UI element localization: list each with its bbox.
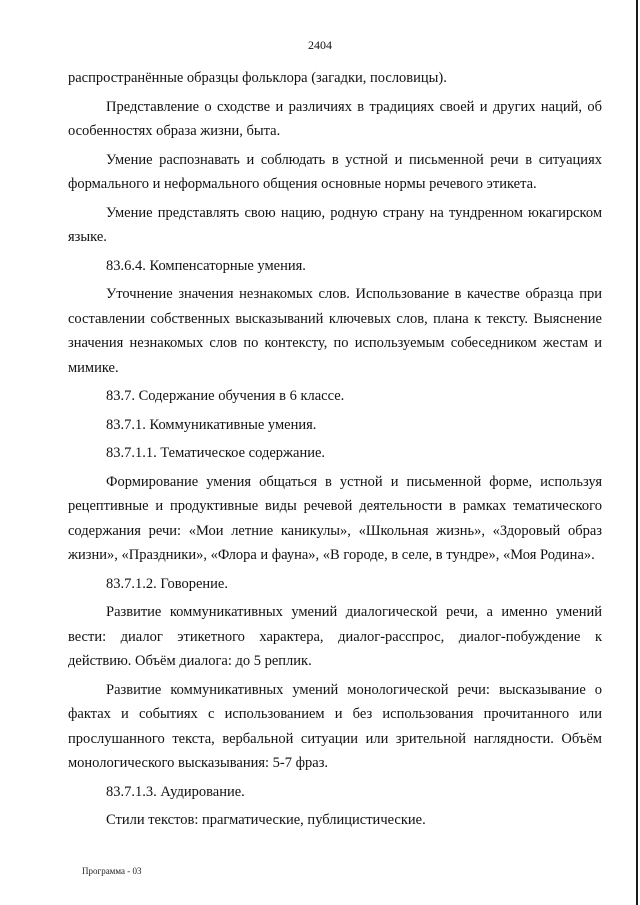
page-number: 2404 <box>308 38 332 52</box>
section-heading: 83.7.1.3. Аудирование. <box>106 783 245 800</box>
paragraph: Представление о сходстве и различиях в традициях своей и других наций, об особенностях образа жизни, быта. <box>68 98 602 139</box>
paragraph: Развитие коммуникативных умений монологической речи: высказывание о фактах и событиях с использованием и без использования прочитанного или прослушанного текста, вербальной ситуации или зрительной наглядности. Объём монологического высказывания: 5-7 фраз. <box>68 681 602 771</box>
section-heading: 83.6.4. Компенсаторные умения. <box>106 257 306 274</box>
paragraph: Умение распознавать и соблюдать в устной и письменной речи в ситуациях формального и неформального общения основные нормы речевого этикета. <box>68 151 602 192</box>
section-heading: 83.7. Содержание обучения в 6 классе. <box>106 388 345 404</box>
page-edge <box>636 0 638 905</box>
paragraph: Уточнение значения незнакомых слов. Использование в качестве образца при составлении собственных высказываний ключевых слов, плана к тексту. Выяснение значения незнакомых слов по контексту, по используемым собеседником жестам и мимике. <box>68 286 602 376</box>
page-body <box>68 66 602 837</box>
section-heading: 83.7.1.1. Тематическое содержание. <box>106 445 326 461</box>
paragraph: Развитие коммуникативных умений диалогической речи, а именно умений вести: диалог этикетного характера, диалог-расспрос, диалог-побуждение к действию. Объём диалога: до 5 реплик. <box>68 604 602 669</box>
section-heading: 83.7.1.2. Говорение. <box>106 575 228 592</box>
paragraph: Формирование умения общаться в устной и письменной форме, используя рецептивные и продуктивные виды речевой деятельности в рамках тематического содержания речи: «Мои летние каникулы», «Школьная жизнь», «Здоровый образ жизни», «Праздники», «Флора и фауна», «В городе, в селе, в тундре», «Моя Родина». <box>68 473 602 563</box>
paragraph: Стили текстов: прагматические, публицистические. <box>106 812 426 828</box>
section-heading: 83.7.1. Коммуникативные умения. <box>106 416 317 433</box>
paragraph: распространённые образцы фольклора (загадки, пословицы). <box>68 70 447 86</box>
paragraph: Умение представлять свою нацию, родную страну на тундренном юкагирском языке. <box>68 204 602 245</box>
page-footer: Программа - 03 <box>82 866 142 876</box>
